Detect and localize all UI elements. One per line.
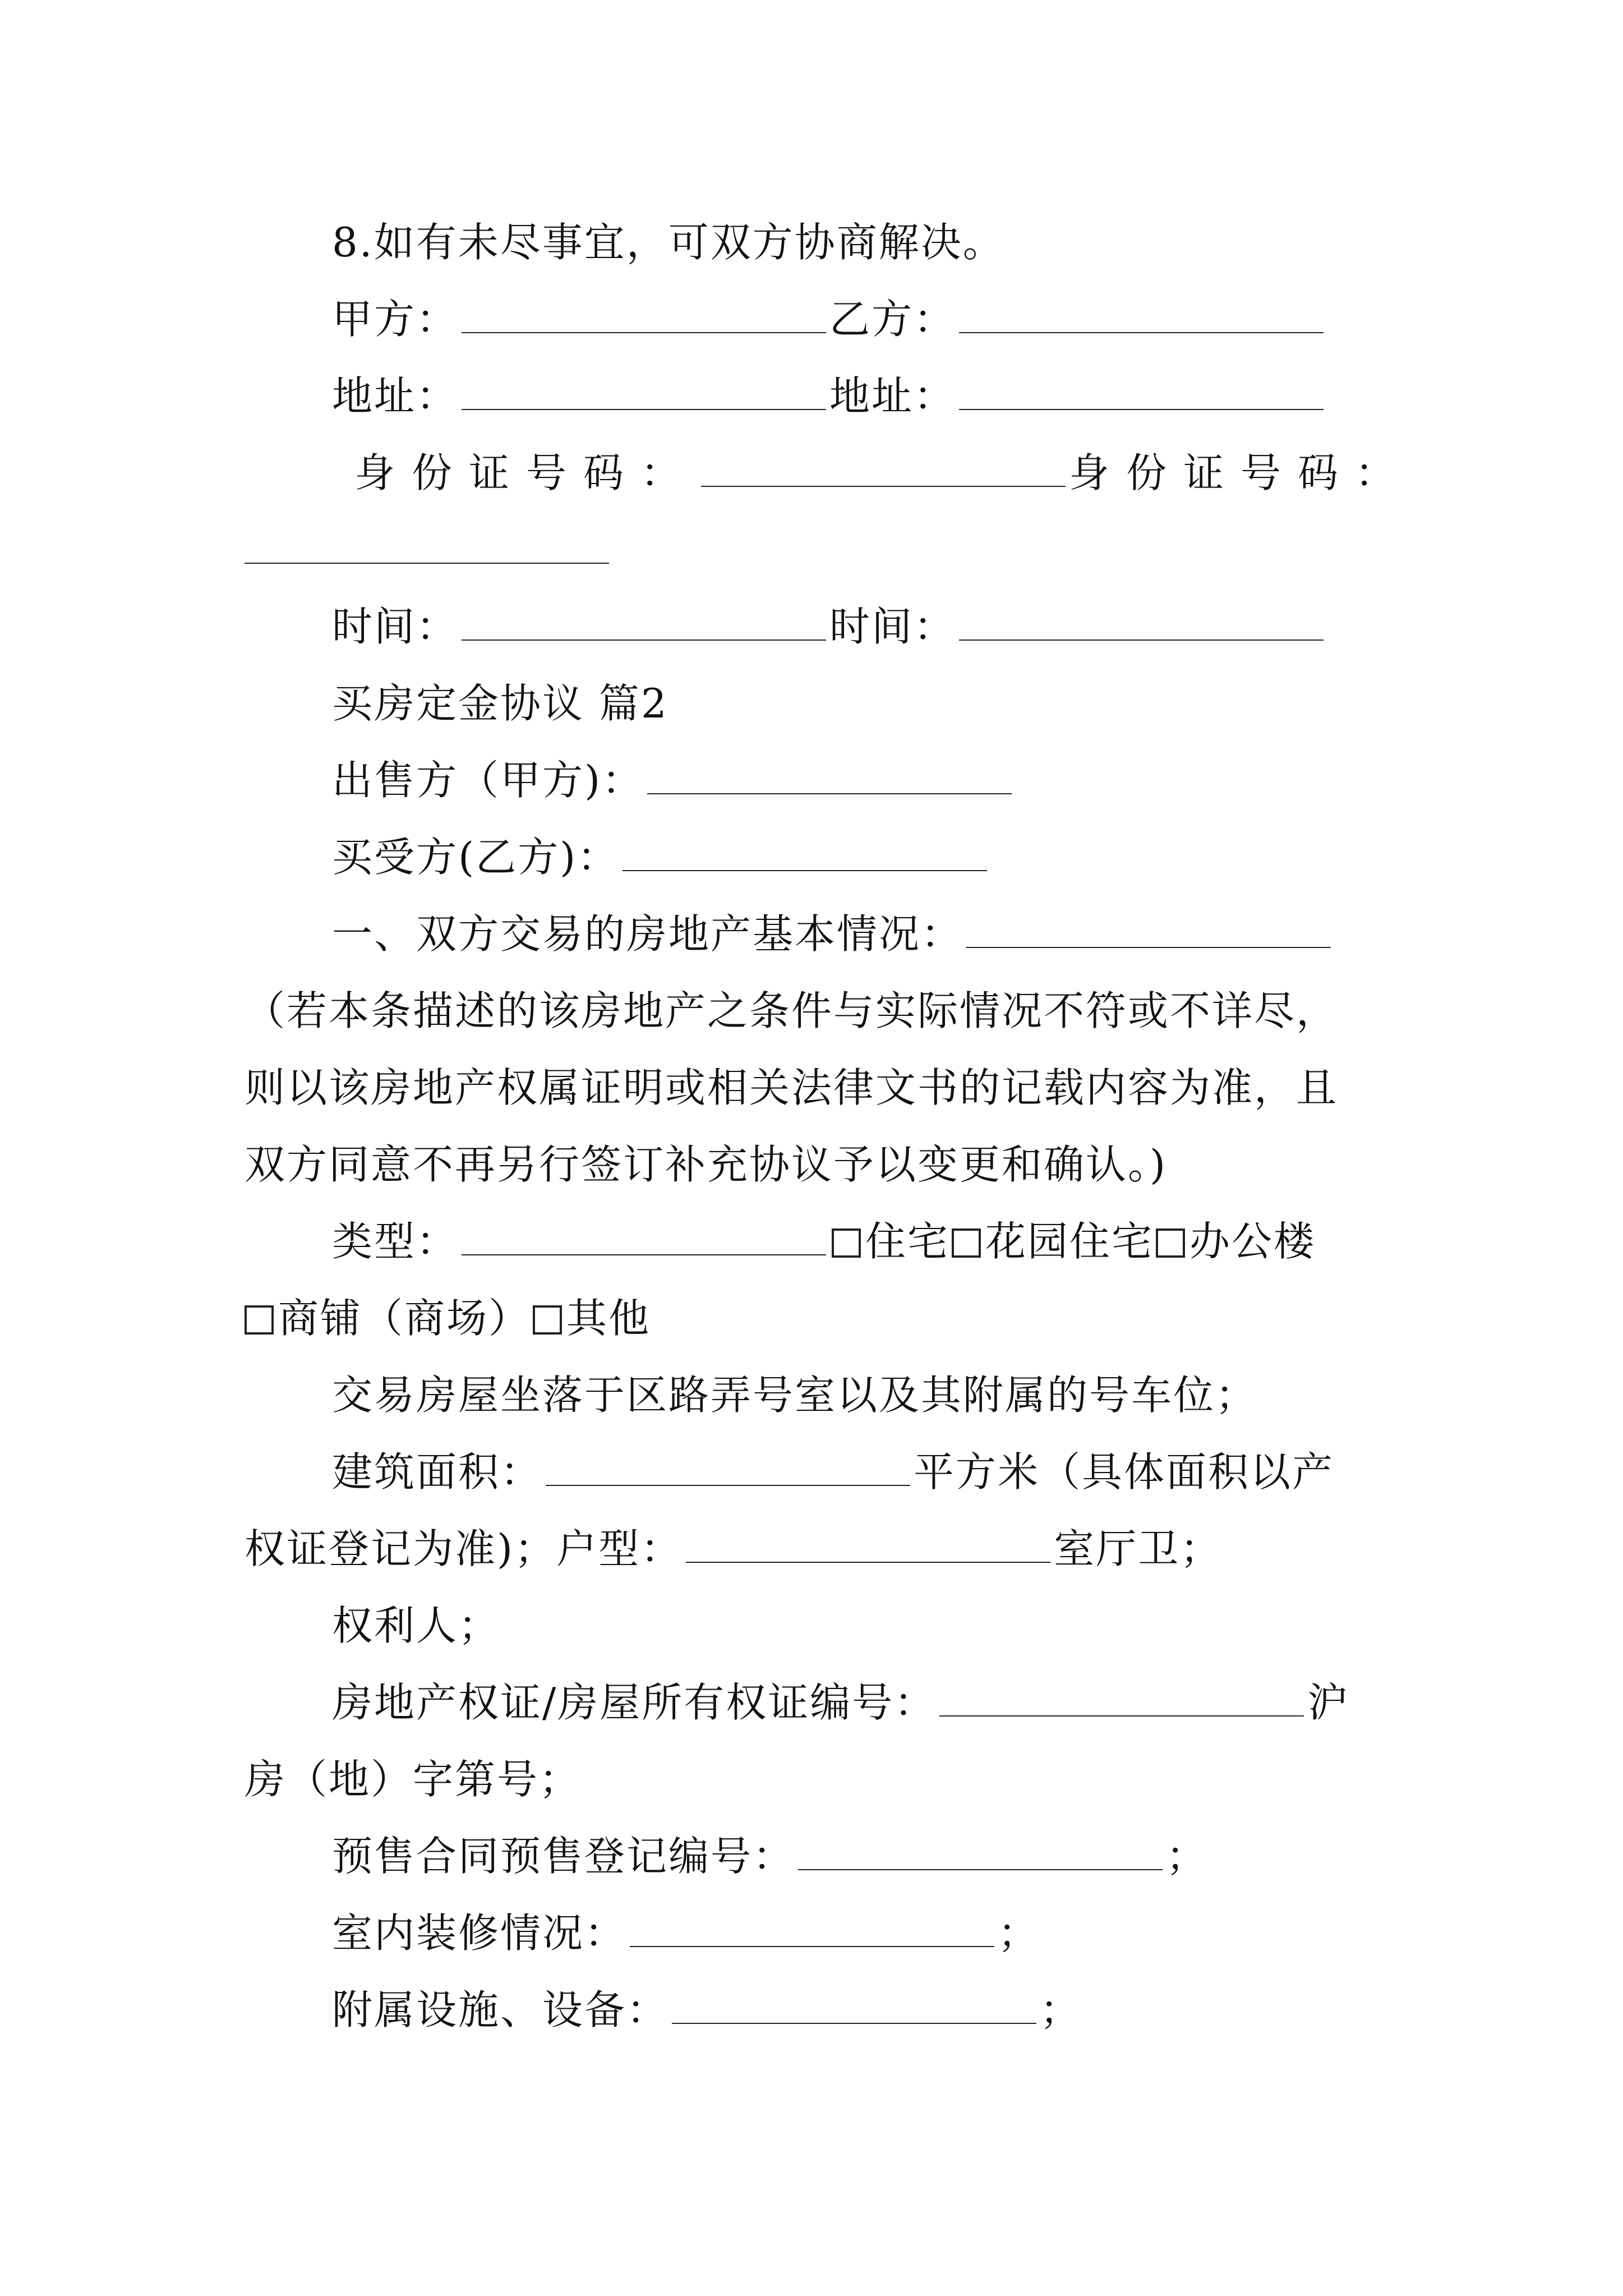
certificate-label: 房地产权证/房屋所有权证编号： [332,1679,937,1726]
type-label: 类型： [332,1218,459,1265]
checkbox-shop[interactable] [245,1305,274,1335]
decoration-blank[interactable] [630,1913,994,1947]
decoration-suffix: ； [998,1910,1040,1957]
layout-suffix: 室厅卫； [1054,1525,1223,1572]
decoration-line [332,1906,1040,1960]
paragraph-line-2 [245,1061,1338,1115]
signature-time-line [332,600,1327,654]
id-b-blank-line [245,523,612,577]
checkbox-office[interactable] [1156,1228,1185,1258]
option-residence: 住宅 [865,1218,950,1265]
presale-blank[interactable] [798,1837,1163,1870]
party-b-blank[interactable] [959,300,1324,333]
location-text: 交易房屋坐落于区路弄号室以及其附属的号车位； [332,1372,1258,1419]
certificate-line-2 [245,1752,581,1806]
presale-line [332,1829,1208,1883]
owner-line [332,1599,500,1653]
certificate-suffix: 沪 [1307,1679,1350,1726]
property-info-line [332,907,1334,961]
id-a-label: 身份证号码： [354,449,698,496]
paragraph-text-3: 双方同意不再另行签订补充协议予以变更和确认。) [245,1141,1168,1188]
area-blank[interactable] [546,1452,910,1486]
presale-label: 预售合同预售登记编号： [332,1833,795,1880]
party-a-label: 甲方： [332,296,459,343]
facilities-suffix: ； [1040,1986,1082,2033]
layout-blank[interactable] [686,1529,1050,1563]
paragraph-line-3 [245,1138,1167,1191]
buyer-line [332,830,990,884]
checkbox-garden-residence[interactable] [952,1228,981,1258]
checkbox-residence[interactable] [832,1228,861,1258]
party-a-blank[interactable] [462,300,826,333]
type-blank[interactable] [462,1222,826,1255]
address-a-blank[interactable] [462,376,826,410]
layout-label: 权证登记为准)；户型： [245,1525,683,1572]
buyer-label: 买受方(乙方)： [332,834,620,881]
paragraph-line-1 [245,984,1338,1038]
id-b-blank[interactable] [245,530,609,564]
area-line [332,1445,1334,1499]
presale-suffix: ； [1166,1833,1209,1880]
checkbox-other[interactable] [533,1305,562,1335]
facilities-line [332,1983,1082,2037]
signature-party-line [332,292,1327,346]
address-b-blank[interactable] [959,376,1324,410]
seller-blank[interactable] [647,761,1012,794]
type-line-2 [245,1291,651,1345]
certificate-blank[interactable] [939,1683,1304,1717]
property-info-label: 一、双方交易的房地产基本情况： [332,910,963,958]
type-line [332,1214,1316,1268]
seller-line [332,753,1015,807]
certificate-text-2: 房（地）字第号； [245,1756,582,1803]
party-b-label: 乙方： [829,296,956,343]
id-a-blank[interactable] [701,453,1066,487]
seller-label: 出售方（甲方)： [332,757,644,804]
facilities-blank[interactable] [672,1990,1036,2024]
address-b-label: 地址： [829,372,956,420]
area-label: 建筑面积： [332,1448,543,1496]
owner-text: 权利人； [332,1602,501,1649]
paragraph-text-2: 则以该房地产权属证明或相关法律文书的记载内容为准，且 [245,1064,1339,1111]
time-b-blank[interactable] [959,607,1324,641]
id-b-label: 身份证号码： [1069,449,1413,496]
section-heading [332,677,668,730]
certificate-line [332,1676,1349,1729]
clause-8-text: 8.如有未尽事宜，可双方协商解决。 [332,219,1005,266]
area-suffix: 平方米（具体面积以产 [914,1448,1335,1496]
property-info-blank[interactable] [966,914,1331,948]
time-b-label: 时间： [829,603,956,650]
option-office: 办公楼 [1189,1218,1316,1265]
option-shop: 商铺（商场） [278,1295,531,1342]
layout-line [245,1522,1222,1576]
option-garden-residence: 花园住宅 [985,1218,1154,1265]
section-heading-text: 买房定金协议 篇2 [332,680,668,727]
paragraph-text-1: （若本条描述的该房地产之条件与实际情况不符或不详尽， [245,987,1339,1034]
location-line [332,1368,1257,1422]
time-a-label: 时间： [332,603,459,650]
address-a-label: 地址： [332,372,459,420]
clause-8-line [332,215,1005,269]
facilities-label: 附属设施、设备： [332,1986,669,2033]
buyer-blank[interactable] [623,838,987,871]
decoration-label: 室内装修情况： [332,1910,627,1957]
signature-address-line [332,369,1327,423]
signature-id-line [354,446,1412,500]
time-a-blank[interactable] [462,607,826,641]
option-other: 其他 [566,1295,651,1342]
